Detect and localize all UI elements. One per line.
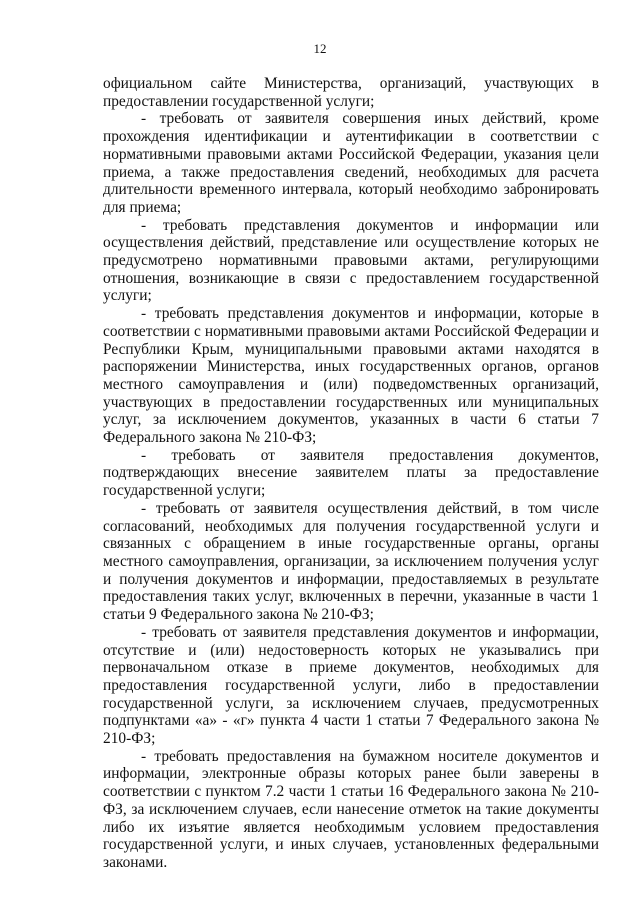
paragraph-missing-documents: - требовать от заявителя представления документов и информации, отсутствие и (или) недостоверность которых не указывались при первоначальном отказе в приеме документов, необходимых для предоставления государственной услуги, либо в предоставлении государственной услуги, за исключением случаев, предусмотренных подпунктами «а» - «г» пункта 4 части 1 статьи 7 Федерального закона № 210-ФЗ; xyxy=(103,623,599,748)
paragraph-documents-held-by-agencies: - требовать представления документов и информации, которые в соответствии с нормативными правовыми актами Российской Федерации и Республики Крым, муниципальными правовыми актами находятся в распоряжении Министерства, иных государственных органов, органов местного самоуправления и (или) подведомственных организаций, участвующих в предоставлении государственных или муниципальных услуг, за исключением документов, указанных в части 6 статьи 7 Федерального закона № 210-ФЗ; xyxy=(103,305,599,447)
paragraph-paper-copies: - требовать предоставления на бумажном носителе документов и информации, электронные образы которых ранее были заверены в соответствии с пунктом 7.2 части 1 статьи 16 Федерального закона № 210-ФЗ, за исключением случаев, если нанесение отметок на такие документы либо их изъятие является необходимым условием предоставления государственной услуги, и иных случаев, установленных федеральными законами. xyxy=(103,747,599,871)
page-number: 12 xyxy=(313,41,327,56)
document-body xyxy=(103,75,599,872)
paragraph-approvals: - требовать от заявителя осуществления действий, в том числе согласований, необходимых для получения государственной услуги и связанных с обращением в иные государственные органы, органы местного самоуправления, организации, за исключением получения услуг и получения документов и информации, предоставляемых в результате предоставления таких услуг, включенных в перечни, указанные в части 1 статьи 9 Федерального закона № 210-ФЗ; xyxy=(103,499,599,624)
paragraph-payment-confirmation: - требовать от заявителя предоставления документов, подтверждающих внесение заявителем платы за предоставление государственной услуги; xyxy=(103,446,599,500)
paragraph-documents-not-required: - требовать представления документов и информации или осуществления действий, представление или осуществление которых не предусмотрено нормативными правовыми актами, регулирующими отношения, возникающие в связи с предоставлением государственной услуги; xyxy=(103,216,599,305)
paragraph-identification-requirement: - требовать от заявителя совершения иных действий, кроме прохождения идентификации и аутентификации в соответствии с нормативными правовыми актами Российской Федерации, указания цели приема, а также предоставления сведений, необходимых для расчета длительности временного интервала, который необходимо забронировать для приема; xyxy=(103,110,599,216)
paragraph-continuation: официальном сайте Министерства, организаций, участвующих в предоставлении государственной услуги; xyxy=(103,75,599,110)
